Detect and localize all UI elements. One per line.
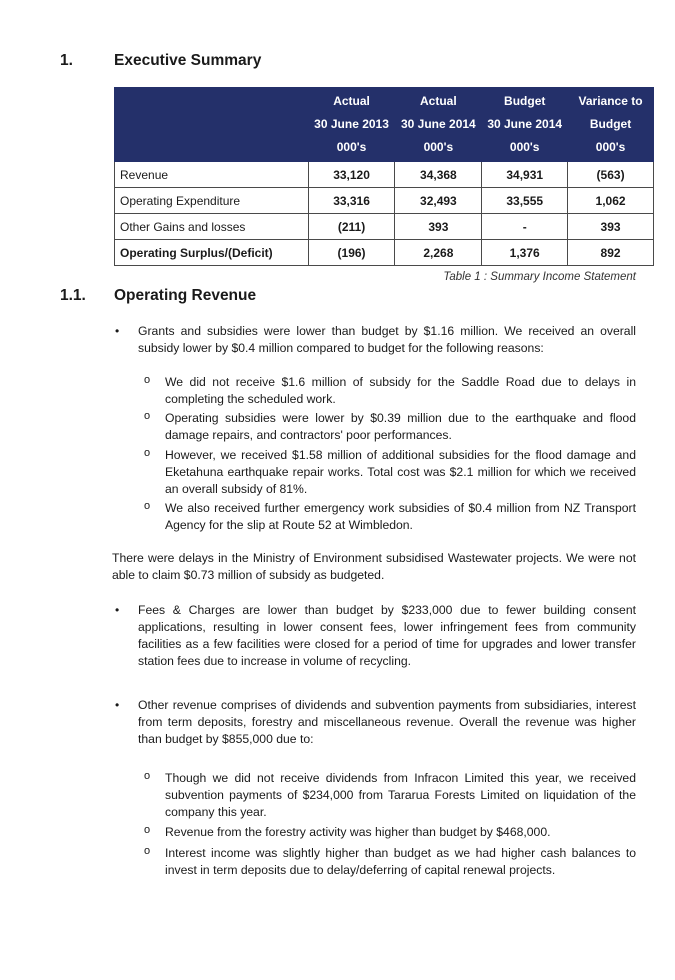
row-label: Operating Surplus/(Deficit) (115, 240, 309, 266)
header-line: 30 June 2013 (314, 117, 389, 131)
section-number: 1. (60, 52, 73, 69)
header-line: Budget (589, 117, 632, 131)
sub-bullet-emergency-work: We also received further emergency work subsidies of $0.4 million from NZ Transport Agency for the slip at Route 52 at Wimbledon. (165, 501, 636, 532)
sub-bullet-marker: o (144, 374, 151, 386)
sub-bullet-marker: o (144, 447, 151, 459)
sub-bullet-marker: o (144, 824, 151, 836)
table-cell: 32,493 (395, 188, 482, 214)
sub-bullet-marker: o (144, 770, 151, 782)
header-line: 30 June 2014 (487, 117, 563, 131)
header-line: Actual (420, 94, 457, 108)
header-line: Budget (504, 94, 546, 108)
row-label: Other Gains and losses (115, 214, 309, 240)
table-cell: - (482, 214, 568, 240)
row-label: Operating Expenditure (115, 188, 309, 214)
sub-bullet-subvention-payments: Though we did not receive dividends from Infracon Limited this year, we received subvention payments of $234,000 from Tararua Forests Limited on liquidation of the company this year. (165, 771, 636, 819)
table-row-total (115, 240, 654, 266)
sub-bullet-marker: o (144, 845, 151, 857)
row-label: Revenue (115, 162, 309, 188)
header-line: 000's (509, 140, 540, 154)
table-header-actual-2013 (308, 88, 395, 162)
summary-income-table (114, 87, 654, 266)
table-cell: 393 (568, 214, 654, 240)
table-cell: (196) (308, 240, 395, 266)
section-number: 1.1. (60, 287, 86, 304)
sub-bullet-saddle-road: We did not receive $1.6 million of subsidy for the Saddle Road due to delays in completing the scheduled work. (165, 375, 636, 406)
table-cell: 34,368 (395, 162, 482, 188)
table-header-budget-2014 (482, 88, 568, 162)
paragraph-wastewater: There were delays in the Ministry of Environment subsidised Wastewater projects. We were not able to claim $0.73 million of subsidy as budgeted. (112, 551, 636, 582)
section-title: Executive Summary (114, 52, 262, 69)
header-line: 000's (423, 140, 454, 154)
bullet-marker: • (115, 324, 120, 338)
table-cell: 892 (568, 240, 654, 266)
table-row (115, 188, 654, 214)
header-line: 000's (595, 140, 626, 154)
table-row (115, 214, 654, 240)
sub-bullet-additional-subsidies: However, we received $1.58 million of additional subsidies for the flood damage and Eketahuna earthquake repair works. Total cost was $2.1 million for which we received an overall subsidy of 81%. (165, 448, 636, 496)
table-caption: Table 1 : Summary Income Statement (443, 271, 636, 283)
sub-bullet-marker: o (144, 500, 151, 512)
header-line: Variance to (578, 94, 643, 108)
bullet-marker: • (115, 698, 120, 712)
table-cell: 1,376 (482, 240, 568, 266)
sub-bullet-interest-income: Interest income was slightly higher than budget as we had higher cash balances to invest in term deposits due to delay/deferring of capital renewal projects. (165, 846, 636, 877)
table-cell: (563) (568, 162, 654, 188)
sub-bullet-operating-subsidies: Operating subsidies were lower by $0.39 million due to the earthquake and flood damage repairs, and contractors' poor performances. (165, 411, 636, 442)
bullet-marker: • (115, 603, 120, 617)
table-cell: 33,316 (308, 188, 395, 214)
header-line: 000's (336, 140, 367, 154)
table-cell: 2,268 (395, 240, 482, 266)
table-cell: (211) (308, 214, 395, 240)
header-line: 30 June 2014 (401, 117, 476, 131)
sub-bullet-marker: o (144, 410, 151, 422)
table-row (115, 162, 654, 188)
bullet-grants-subsidies: Grants and subsidies were lower than budget by $1.16 million. We received an overall subsidy lower by $0.4 million compared to budget for the following reasons: (138, 324, 636, 355)
header-line: Actual (333, 94, 370, 108)
table-header-row (115, 88, 654, 162)
sub-bullet-forestry: Revenue from the forestry activity was higher than budget by $468,000. (165, 825, 551, 839)
table-header-actual-2014 (395, 88, 482, 162)
bullet-fees-charges: Fees & Charges are lower than budget by $233,000 due to fewer building consent applications, resulting in lower consent fees, lower infringement fees from community facilities as a few facilities were closed for a period of time for upgrades and lower transfer station fees due to increase in volume of recycling. (138, 603, 636, 668)
bullet-other-revenue: Other revenue comprises of dividends and subvention payments from subsidiaries, interest from term deposits, forestry and miscellaneous revenue. Overall the revenue was higher than budget by $855,000 due to: (138, 698, 636, 746)
table-cell: 33,120 (308, 162, 395, 188)
section-title: Operating Revenue (114, 287, 257, 304)
table-cell: 33,555 (482, 188, 568, 214)
table-header-variance (568, 88, 654, 162)
table-cell: 1,062 (568, 188, 654, 214)
table-cell: 393 (395, 214, 482, 240)
table-header-blank (115, 88, 309, 162)
table-cell: 34,931 (482, 162, 568, 188)
